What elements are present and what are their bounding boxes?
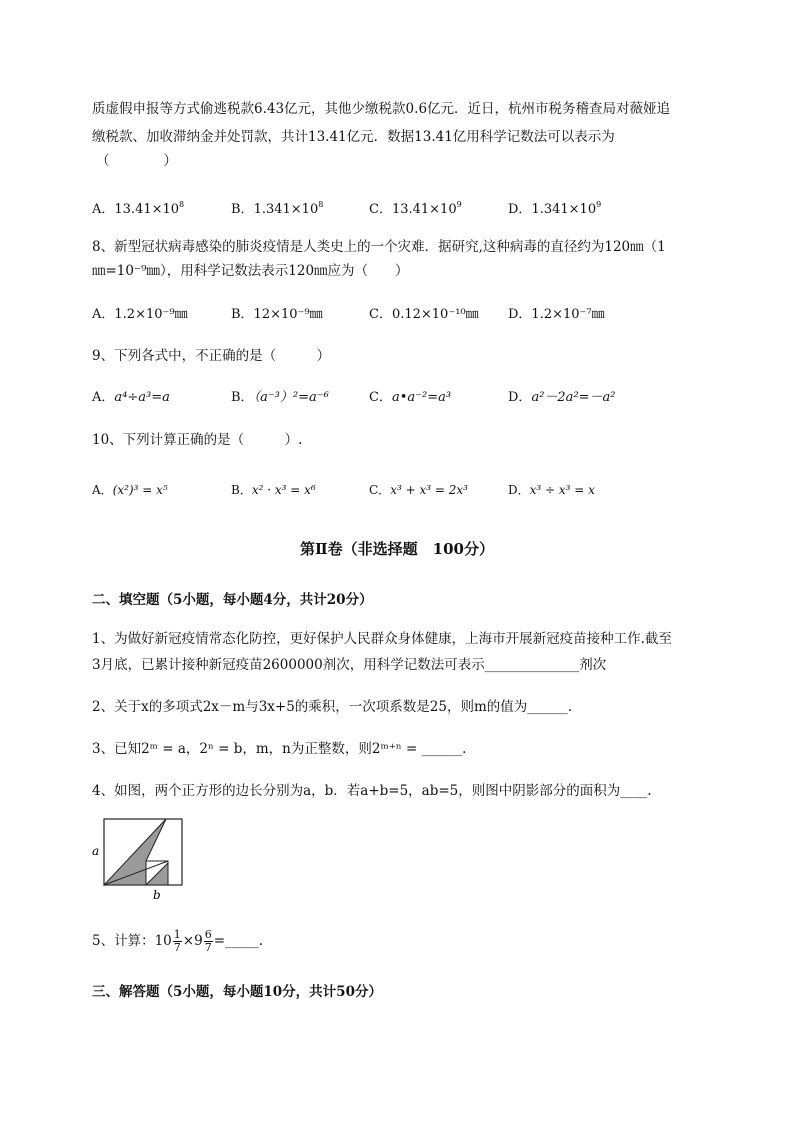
two-squares-figure	[90, 815, 185, 905]
q7-option-d[interactable]: D．$1.341\times 10^9$	[508, 200, 602, 217]
q7-option-c[interactable]: C．$13.41\times 10^9$	[369, 200, 462, 217]
q8-option-a[interactable]: A．1.2×10⁻⁹㎜	[92, 307, 188, 322]
shaded-region-lower	[146, 863, 168, 885]
q10-option-a[interactable]: A．(x²)³ = x⁵	[92, 483, 168, 497]
fill3: 3、已知2ᵐ = a，2ⁿ = b，m，n为正整数，则2ᵐ⁺ⁿ = ______.	[92, 741, 467, 757]
q10-option-d[interactable]: D．x³ ÷ x³ = x	[508, 483, 595, 497]
fill1-line1: 1、为做好新冠疫情常态化防控，更好保护人民群众身体健康，上海市开展新冠疫苗接种工作.截至	[92, 631, 672, 647]
label-a: a	[92, 844, 100, 858]
fill5-mid: ×9	[182, 933, 203, 949]
fraction-6-7: $\frac{6}{7}$	[204, 928, 212, 954]
section2-heading: 二、填空题（5小题，每小题4分，共计20分）	[92, 592, 373, 608]
fill4: 4、如图，两个正方形的边长分别为a，b．若a+b=5，ab=5，则图中阴影部分的面积为____.	[92, 783, 652, 799]
q7-line1: 质虚假申报等方式偷逃税款6.43亿元，其他少缴税款0.6亿元．近日，杭州市税务稽查局对薇娅追	[92, 101, 671, 117]
q7-paren: （ ）	[96, 153, 177, 169]
part2-title: 第Ⅱ卷（非选择题 100分）	[300, 540, 494, 558]
q10-option-c[interactable]: C．x³ + x³ = 2x³	[369, 483, 468, 497]
q9-option-d[interactable]: D．a²－2a²=－a²	[508, 390, 616, 405]
fraction-1-7: $\frac{1}{7}$	[173, 928, 181, 954]
q7-option-b[interactable]: B．$1.341\times 10^8$	[231, 200, 324, 217]
q7-option-a[interactable]: A．$13.41\times 10^8$	[92, 200, 185, 217]
q10-option-b[interactable]: B．x² · x³ = x⁶	[231, 483, 316, 497]
q9-stem: 9、下列各式中，不正确的是（ ）	[92, 348, 331, 364]
q9-option-c[interactable]: C．a•a⁻²=a³	[369, 390, 452, 405]
label-b: b	[153, 888, 161, 902]
q9-option-a[interactable]: A．a⁴÷a³=a	[92, 390, 170, 405]
fill2: 2、关于x的多项式2x－m与3x+5的乘积，一次项系数是25，则m的值为______.	[92, 699, 573, 715]
fill5	[92, 928, 263, 954]
fill5-suffix: =_____.	[213, 933, 264, 949]
section3-heading: 三、解答题（5小题，每小题10分，共计50分）	[92, 984, 382, 1000]
q8-option-c[interactable]: C．0.12×10⁻¹⁰㎜	[369, 307, 479, 322]
fill5-prefix: 5、计算：10	[92, 933, 172, 949]
q10-stem: 10、下列计算正确的是（ ）.	[92, 432, 303, 448]
q8-option-d[interactable]: D．1.2×10⁻⁷㎜	[508, 307, 605, 322]
q8-line2: ㎚=10⁻⁹㎜），用科学记数法表示120㎚应为（ ）	[92, 263, 409, 279]
q9-option-b[interactable]: B．（a⁻³）²=a⁻⁶	[231, 390, 329, 405]
q7-line2: 缴税款、加收滞纳金并处罚款，共计13.41亿元．数据13.41亿用科学记数法可以表示为	[92, 129, 615, 145]
fill1-line2: 3月底，已累计接种新冠疫苗2600000剂次，用科学记数法可表示______________剂次	[92, 657, 607, 673]
q8-line1: 8、新型冠状病毒感染的肺炎疫情是人类史上的一个灾难．据研究,这种病毒的直径约为120㎚（1	[92, 239, 666, 255]
q8-option-b[interactable]: B．12×10⁻⁹㎜	[231, 307, 323, 322]
